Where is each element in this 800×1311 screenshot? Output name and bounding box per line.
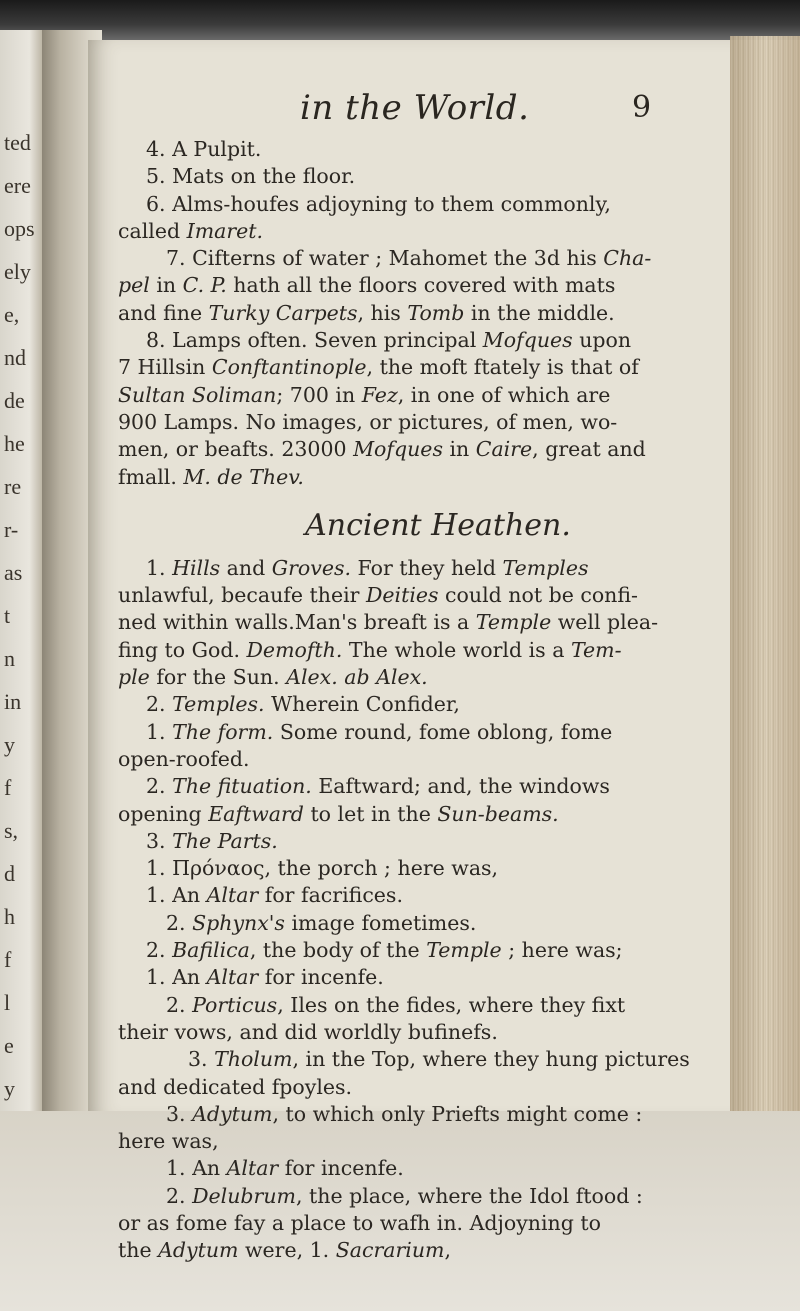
italic-segment: The Parts. [172,828,278,853]
text-line [118,382,718,409]
italic-segment: Altar [206,883,259,908]
text-segment: in the middle. [464,300,615,325]
left-page-fragment: e [4,1033,14,1058]
italic-segment: Deities [365,583,439,608]
text-segment: 3. [166,1101,193,1126]
text-segment: Wherein Confider, [264,692,460,717]
italic-segment: Cha- [603,246,652,271]
text-line [118,1074,718,1101]
text-segment: or as fome fay a place to wafh in. Adjoyning to [118,1210,601,1235]
text-segment: their vows, and did worldly bufinefs. [118,1019,498,1044]
text-segment: 7. Cifterns of water ; Mahomet the 3d his [166,246,604,271]
left-page-fragment: ely [4,259,31,284]
text-segment: hath all the floors covered with mats [226,273,616,298]
text-line [118,245,718,272]
italic-segment: Fez [361,382,398,407]
left-page-fragment: y [4,732,15,757]
running-head: in the World. [300,88,530,128]
italic-segment: The fituation. [172,774,312,799]
text-segment: and fine [118,300,209,325]
italic-segment: Demofth. [246,637,343,662]
section-heading: Ancient Heathen. [305,507,571,543]
text-line [118,436,718,463]
text-segment: in [149,273,183,298]
text-segment: opening [118,801,209,826]
text-segment: 5. Mats on the floor. [146,164,356,189]
text-segment: open-roofed. [118,746,250,771]
text-line [118,354,718,381]
italic-segment: Hills [172,555,221,580]
text-segment: , the body of the [249,938,427,963]
text-segment: for facrifices. [258,883,403,908]
italic-segment: Temple [475,610,552,635]
text-segment: 1. An [146,965,207,990]
body-text [118,136,718,1265]
italic-segment: Sacrarium [335,1238,445,1263]
italic-segment: Adytum [158,1238,239,1263]
text-line [118,719,718,746]
text-segment: in [442,437,476,462]
text-line [118,664,718,691]
left-page-fragment: d [4,861,15,886]
text-segment: 1. An [146,883,207,908]
text-segment: 3. [188,1047,215,1072]
italic-segment: Conftantinople [211,355,367,380]
left-page-fragment: nd [4,345,26,370]
italic-segment: Tomb [407,300,465,325]
text-segment: Some round, fome oblong, fome [273,719,613,744]
text-segment: 2. [166,910,193,935]
left-page-fragment: r- [4,517,19,542]
italic-segment: Altar [226,1156,279,1181]
text-segment: For they held [351,555,503,580]
text-segment: , [444,1238,452,1263]
left-page-fragment: de [4,388,25,413]
text-segment: , in one of which are [397,382,611,407]
text-segment: the [118,1238,159,1263]
text-line [118,609,718,636]
text-segment: 2. [146,692,173,717]
left-page-fragment: n [4,646,15,671]
text-segment: fing to God. [118,637,247,662]
italic-segment: Sultan Soliman [118,382,277,407]
left-page-fragment: as [4,560,23,585]
text-segment: here was, [118,1129,219,1154]
heathen-section [118,555,718,1265]
italic-segment: Porticus [192,992,278,1017]
text-segment: unlawful, becaufe their [118,583,366,608]
text-line [118,801,718,828]
text-line [118,992,718,1019]
text-segment: 4. A Pulpit. [146,137,262,161]
italic-segment: Temples. [172,692,265,717]
left-page-fragment: s, [4,818,19,843]
italic-segment: Adytum [192,1101,273,1126]
text-segment: 2. [166,1183,193,1208]
text-line [118,300,718,327]
italic-segment: Delubrum [192,1183,296,1208]
text-line [118,191,718,218]
text-segment: 2. [146,938,173,963]
text-segment: for the Sun. [149,665,287,690]
italic-segment: The form. [172,719,274,744]
text-line [118,218,718,245]
left-page-fragment: f [4,947,12,972]
italic-segment: M. de Thev. [183,464,304,489]
left-page-strip [0,30,42,1120]
text-segment: upon [572,328,632,353]
left-page-fragment: ere [4,173,31,198]
left-page-fragment: h [4,904,15,929]
text-line [118,409,718,436]
text-line [118,1101,718,1128]
text-segment: 6. Alms-houfes adjoyning to them commonly, [146,191,611,216]
text-line [118,327,718,354]
text-segment: The whole world is a [342,637,571,662]
text-segment: fmall. [118,464,184,489]
text-segment: 1. An [166,1156,227,1181]
text-segment: for incenfe. [258,965,384,990]
text-segment: Eaftward; and, the windows [311,774,610,799]
text-segment: called [118,218,187,243]
italic-segment: Mofques [482,328,573,353]
italic-segment: Sphynx's [192,910,285,935]
text-line [118,691,718,718]
text-segment: to let in the [303,801,438,826]
text-segment: 1. Πρόναος, the porch ; here was, [146,856,499,881]
text-line [118,136,718,163]
text-segment: , great and [532,437,646,462]
text-line [118,773,718,800]
text-segment: 1. [146,555,173,580]
text-segment: men, or beafts. 23000 [118,437,354,462]
italic-segment: Groves. [271,555,352,580]
text-segment: 1. [146,719,173,744]
text-line [118,828,718,855]
text-segment: ned within walls.Man's breaft is a [118,610,476,635]
italic-segment: Sun-beams. [437,801,559,826]
text-line [118,882,718,909]
text-line [118,1155,718,1182]
text-line [118,637,718,664]
text-line [118,1019,718,1046]
left-page-fragment: re [4,474,22,499]
text-segment: were, 1. [238,1238,336,1263]
text-line [118,1237,718,1264]
text-segment: 7 Hillsin [118,355,212,380]
text-segment: , Iles on the fides, where they fixt [277,992,626,1017]
left-page-fragment: y [4,1076,15,1101]
text-line [118,746,718,773]
mosque-list [118,136,718,491]
text-line [118,555,718,582]
left-page-fragment: t [4,603,11,628]
text-segment: 2. [166,992,193,1017]
left-page-fragment: f [4,775,12,800]
italic-segment: Temples [502,555,589,580]
page-number: 9 [632,90,652,125]
text-segment: 900 Lamps. No images, or pictures, of men, wo- [118,409,618,434]
text-segment: ; here was; [501,938,623,963]
text-segment: , the moft ftately is that of [366,355,639,380]
italic-segment: Tholum [214,1047,293,1072]
text-segment: , his [357,300,408,325]
italic-segment: Bafilica [172,938,250,963]
page-fore-edge [730,36,800,1126]
text-segment: , to which only Priefts might come : [272,1101,643,1126]
left-page-fragment: in [4,689,22,714]
text-segment: for incenfe. [278,1156,404,1181]
italic-segment: Mofques [353,437,443,462]
text-line [118,1128,718,1155]
text-segment: ; 700 in [276,382,362,407]
text-line [118,1046,718,1073]
italic-segment: Altar [206,965,259,990]
text-line [118,964,718,991]
italic-segment: Imaret. [186,218,264,243]
left-page-fragment: ted [4,130,31,155]
italic-segment: Caire [475,437,533,462]
text-line [118,582,718,609]
scanner-edge-top [0,0,800,40]
left-page-fragment: e, [4,302,20,327]
text-segment: 3. [146,828,173,853]
text-line [118,1210,718,1237]
italic-segment: C. P. [182,273,227,298]
text-line [118,910,718,937]
text-segment: could not be confi- [438,583,638,608]
text-line [118,1183,718,1210]
text-segment: 2. [146,774,173,799]
text-line [118,272,718,299]
text-line [118,464,718,491]
text-segment: image fometimes. [284,910,477,935]
italic-segment: Tem- [570,637,622,662]
left-page-fragment: ops [4,216,35,241]
italic-segment: Alex. ab Alex. [286,665,428,690]
text-segment: , in the Top, where they hung pictures [292,1047,690,1072]
left-page-fragment: he [4,431,25,456]
text-segment: and [220,555,272,580]
text-segment: 8. Lamps often. Seven principal [146,328,483,353]
italic-segment: ple [118,665,150,690]
italic-segment: pel [118,273,150,298]
italic-segment: Temple [426,938,502,963]
italic-segment: Turky Carpets [208,300,358,325]
text-line [118,163,718,190]
italic-segment: Eaftward [208,801,304,826]
text-line [118,855,718,882]
text-segment: well plea- [551,610,659,635]
text-segment: and dedicated fpoyles. [118,1074,353,1099]
left-page-fragment: l [4,990,11,1015]
text-line [118,937,718,964]
text-segment: , the place, where the Idol ftood : [295,1183,643,1208]
